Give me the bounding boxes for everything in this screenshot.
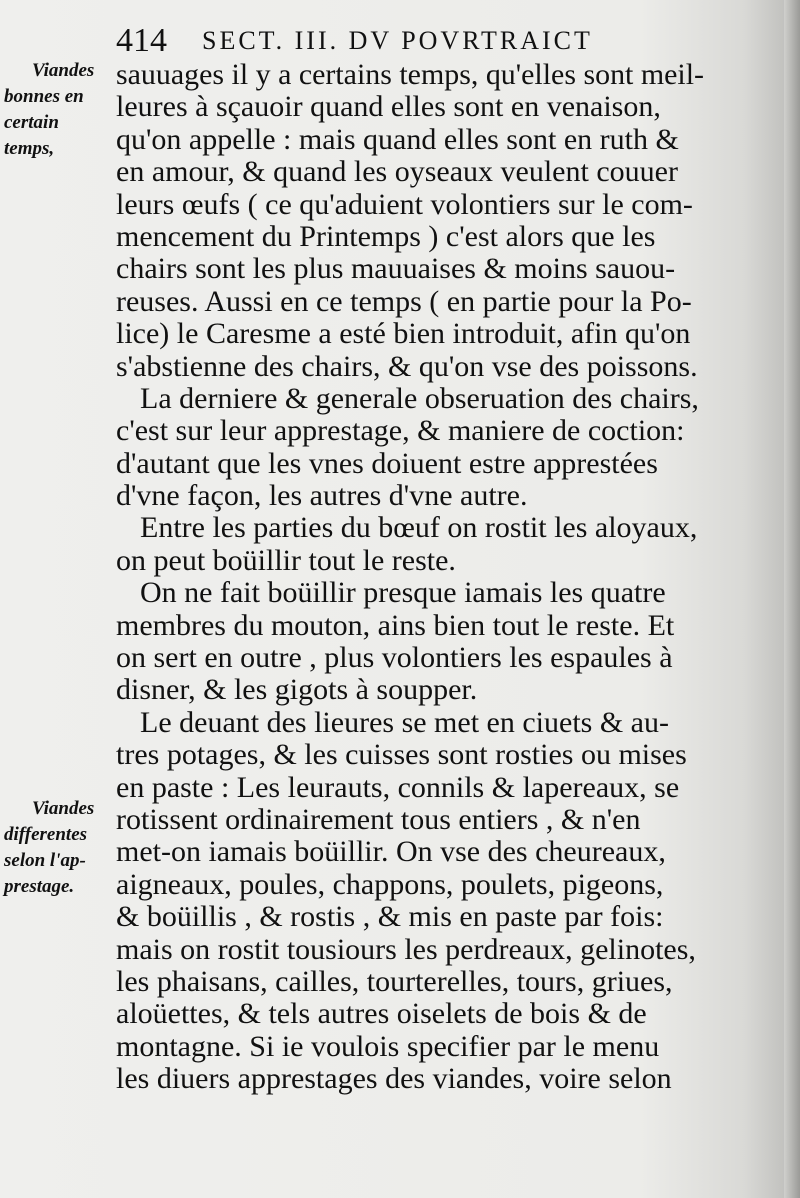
text-line: d'autant que les vnes doiuent estre apprestées — [116, 447, 658, 480]
margin-note-line: differentes — [4, 824, 88, 845]
text-line: On ne fait boüillir presque iamais les quatre — [140, 577, 666, 610]
margin-note-line: temps, — [4, 138, 55, 159]
text-line: leurs œufs ( ce qu'aduient volontiers sur le com- — [116, 188, 693, 221]
text-line: rotissent ordinairement tous entiers , & n'en — [116, 803, 641, 836]
text-line: montagne. Si ie voulois specifier par le menu — [116, 1030, 660, 1063]
text-line: disner, & les gigots à soupper. — [116, 674, 478, 707]
text-line: mencement du Printemps ) c'est alors que les — [116, 220, 656, 253]
page-edge-shadow — [784, 0, 800, 1198]
margin-note-1 — [4, 58, 110, 162]
text-line: tres potages, & les cuisses sont rosties ou mises — [116, 739, 687, 772]
text-line: lice) le Caresme a esté bien introduit, afin qu'on — [116, 318, 691, 351]
page-number: 414 — [116, 22, 167, 59]
text-line: c'est sur leur apprestage, & maniere de coction: — [116, 415, 685, 448]
text-line: on peut boüillir tout le reste. — [116, 544, 456, 577]
margin-note-2 — [4, 796, 110, 900]
text-line: qu'on appelle : mais quand elles sont en ruth & — [116, 123, 679, 156]
text-line: sauuages il y a certains temps, qu'elles sont meil- — [116, 59, 704, 91]
margin-note-line: certain — [4, 112, 59, 133]
text-line: chairs sont les plus mauuaises & moins sauou- — [116, 253, 676, 286]
text-line: reuses. Aussi en ce temps ( en partie pour la Po- — [116, 285, 692, 318]
text-line: mais on rostit tousiours les perdreaux, gelinotes, — [116, 933, 696, 966]
text-line: en paste : Les leurauts, connils & lapereaux, se — [116, 771, 680, 804]
text-line: s'abstienne des chairs, & qu'on vse des poissons. — [116, 350, 698, 383]
margin-note-line: prestage. — [4, 876, 75, 897]
body-text — [116, 59, 704, 1096]
text-line: les diuers apprestages des viandes, voire selon — [116, 1063, 672, 1096]
margin-note-line: Viandes — [32, 60, 95, 81]
text-line: leures à sçauoir quand elles sont en venaison, — [116, 91, 661, 124]
text-line: on sert en outre , plus volontiers les espaules à — [116, 642, 673, 675]
margin-note-line: selon l'ap- — [4, 850, 86, 871]
text-line: La derniere & generale obseruation des chairs, — [140, 382, 699, 415]
margin-note-line: bonnes en — [4, 86, 84, 107]
text-line: aloüettes, & tels autres oiselets de bois & de — [116, 998, 647, 1031]
running-header — [116, 22, 676, 62]
text-line: d'vne façon, les autres d'vne autre. — [116, 480, 528, 513]
text-line: aigneaux, poules, chappons, poulets, pigeons, — [116, 868, 664, 901]
running-title: SECT. III. DV POVRTRAICT — [202, 26, 593, 55]
text-line: membres du mouton, ains bien tout le reste. Et — [116, 609, 675, 642]
text-line: en amour, & quand les oyseaux veulent couuer — [116, 156, 678, 189]
margin-note-line: Viandes — [32, 798, 95, 819]
text-line: Entre les parties du bœuf on rostit les aloyaux, — [140, 512, 698, 545]
text-line: Le deuant des lieures se met en ciuets & au- — [140, 706, 669, 739]
text-line: les phaisans, cailles, tourterelles, tours, griues, — [116, 965, 673, 998]
text-line: & boüillis , & rostis , & mis en paste par fois: — [116, 901, 664, 934]
text-line: met-on iamais boüillir. On vse des cheureaux, — [116, 836, 666, 869]
